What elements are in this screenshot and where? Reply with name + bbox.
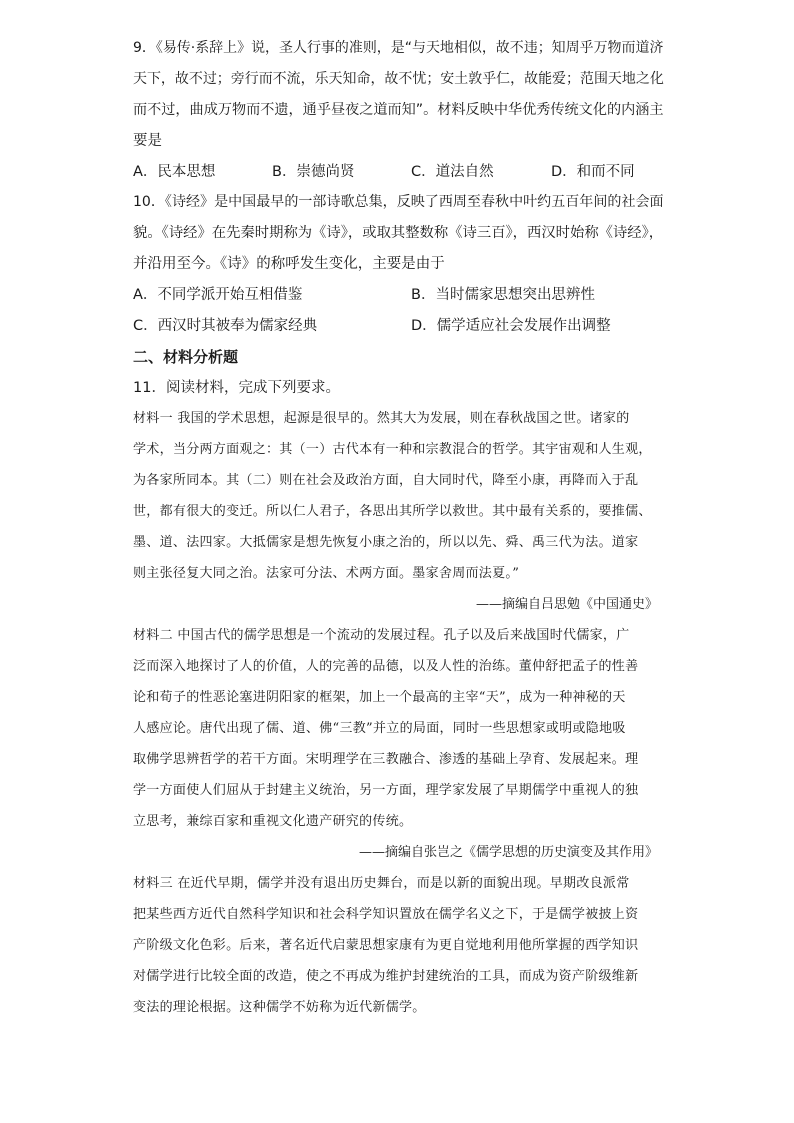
material2-line-6: 学一方面使人们屈从于封建主义统治，另一方面，理学家发展了早期儒学中重视人的独 xyxy=(133,783,639,798)
material3-line-5: 变法的理论根据。这种儒学不妨称为近代新儒学。 xyxy=(133,1000,426,1015)
q10-option-a: A．不同学派开始互相借鉴 xyxy=(133,287,303,303)
q9-line-3: 而不过，曲成万物而不遗，通乎昼夜之道而知”。材料反映中华优秀传统文化的内涵主 xyxy=(133,102,664,118)
material3-line-1: 材料三 在近代早期，儒学并没有退出历史舞台，而是以新的面貌出现。早期改良派常 xyxy=(133,876,630,891)
material3-line-4: 对儒学进行比较全面的改造，使之不再成为维护封建统治的工具，而成为资产阶级维新 xyxy=(133,969,639,984)
q9-option-c: C．道法自然 xyxy=(411,164,494,180)
q10-option-d: D．儒学适应社会发展作出调整 xyxy=(411,318,611,334)
q9-option-b: B．崇德尚贤 xyxy=(272,164,355,180)
material1-line-1: 材料一 我国的学术思想，起源是很早的。然其大为发展，则在春秋战国之世。诸家的 xyxy=(133,411,630,426)
q9-option-a: A．民本思想 xyxy=(133,164,216,180)
q10-option-c: C．西汉时其被奉为儒家经典 xyxy=(133,318,318,334)
material1-line-3: 为各家所同本。其（二）则在社会及政治方面，自大同时代，降至小康，再降而入于乱 xyxy=(133,473,639,488)
material1-source: ——摘编自吕思勉《中国通史》 xyxy=(475,597,658,612)
material2-line-4: 人感应论。唐代出现了儒、道、佛“三教”并立的局面，同时一些思想家或明或隐地吸 xyxy=(133,721,626,736)
q10-line-3: 并沿用至今。《诗》的称呼发生变化，主要是由于 xyxy=(133,256,445,272)
material1-line-4: 世，都有很大的变迁。所以仁人君子，各思出其所学以救世。其中最有关系的，要推儒、 xyxy=(133,504,652,519)
material2-line-7: 立思考，兼综百家和重视文化遗产研究的传统。 xyxy=(133,814,413,829)
material2-source: ——摘编自张岂之《儒学思想的历史演变及其作用》 xyxy=(358,845,658,860)
material3-line-2: 把某些西方近代自然科学知识和社会科学知识置放在儒学名义之下，于是儒学被披上资 xyxy=(133,907,639,922)
material2-line-5: 取佛学思辨哲学的若干方面。宋明理学在三教融合、渗透的基础上孕育、发展起来。理 xyxy=(133,752,639,767)
q9-line-4: 要是 xyxy=(133,133,162,149)
q9-option-d: D．和而不同 xyxy=(551,164,635,180)
section-title: 二、材料分析题 xyxy=(133,348,239,366)
material2-line-3: 论和荀子的性恶论塞进阴阳家的框架，加上一个最高的主宰“天”，成为一种神秘的天 xyxy=(133,690,626,705)
q9-line-2: 天下，故不过；旁行而不流，乐天知命，故不忧；安土敦乎仁，故能爱；范围天地之化 xyxy=(133,71,664,87)
material2-line-1: 材料二 中国古代的儒学思想是一个流动的发展过程。孔子以及后来战国时代儒家，广 xyxy=(133,628,630,643)
material3-line-3: 产阶级文化色彩。后来，著名近代启蒙思想家康有为更自觉地利用他所掌握的西学知识 xyxy=(133,938,639,953)
material1-line-5: 墨、道、法四家。大抵儒家是想先恢复小康之治的，所以以先、舜、禹三代为法。道家 xyxy=(133,535,639,550)
q11-intro: 11．阅读材料，完成下列要求。 xyxy=(133,380,340,396)
q10-line-2: 貌。《诗经》在先秦时期称为《诗》，或取其整数称《诗三百》，西汉时始称《诗经》， xyxy=(133,225,664,241)
material2-line-2: 泛而深入地探讨了人的价值，人的完善的品德，以及人性的治练。董仲舒把孟子的性善 xyxy=(133,659,639,674)
q10-line-1: 10．《诗经》是中国最早的一部诗歌总集，反映了西周至春秋中叶约五百年间的社会面 xyxy=(133,194,664,210)
q9-line-1: 9．《易传·系辞上》说，圣人行事的准则，是“与天地相似，故不违；知周乎万物而道济 xyxy=(133,40,664,56)
material1-line-6: 则主张径复大同之治。法家可分法、术两方面。墨家舍周而法夏。” xyxy=(133,566,520,581)
q10-option-b: B．当时儒家思想突出思辨性 xyxy=(411,287,595,303)
material1-line-2: 学术，当分两方面观之：其（一）古代本有一种和宗教混合的哲学。其宇宙观和人生观， xyxy=(133,442,652,457)
